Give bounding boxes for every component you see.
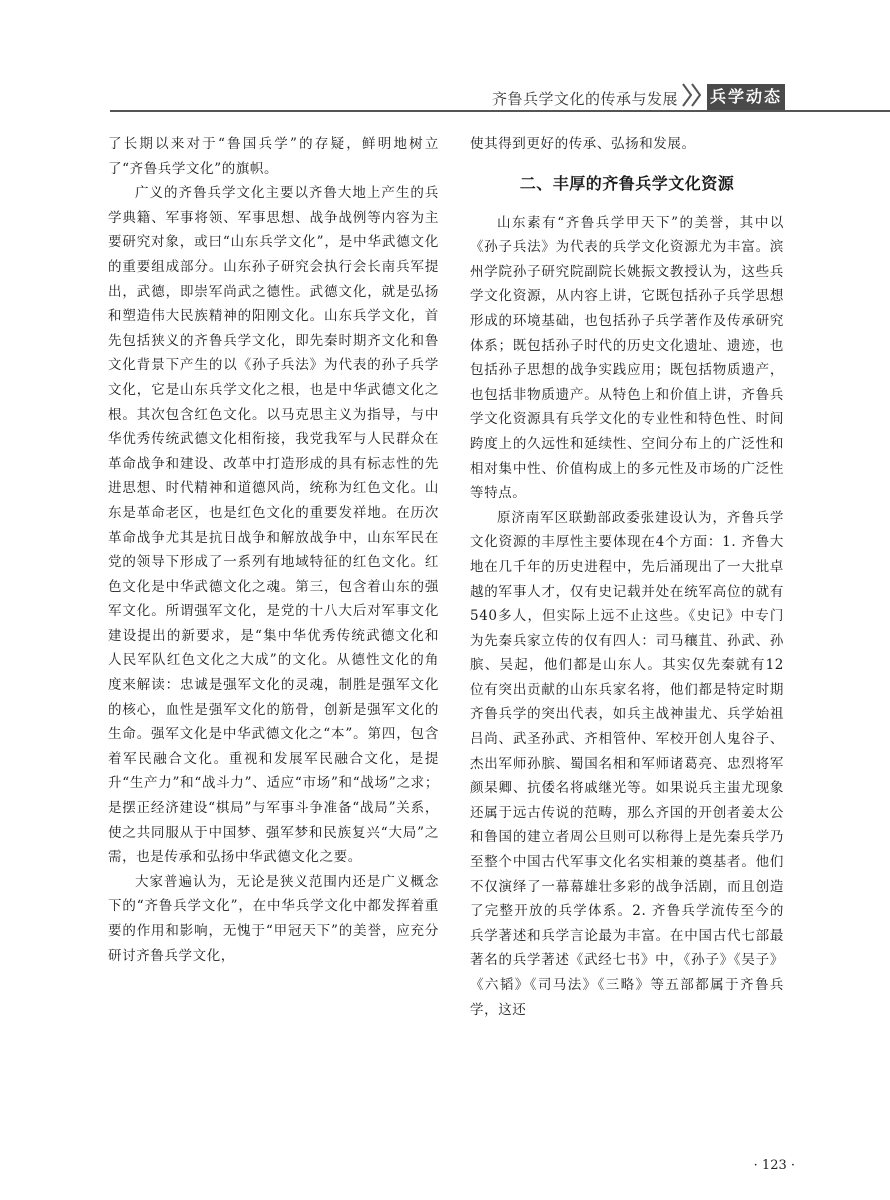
left-column — [108, 132, 439, 968]
paragraph: 使其得到更好的传承、弘扬和发展。 — [470, 136, 696, 152]
header-rule — [110, 110, 890, 112]
paragraph: 山东素有“齐鲁兵学甲天下”的美誉，其中以《孙子兵法》为代表的兵学文化资源尤为丰富。滨州学院孙子研究院副院长姚振文教授认为，这些兵学文化资源，从内容上讲，它既包括孙子兵学思想形成的环境基础，也包括孙子兵学著作及传承研究体系；既包括孙子时代的历史文化遗址、遗迹，也包括孙子思想的战争实践应用；既包括物质遗产，也包括非物质遗产。从特色上和价值上讲，齐鲁兵学文化资源具有兵学文化的专业性和特色性、时间跨度上的久远性和延续性、空间分布上的广泛性和相对集中性、价值构成上的多元性及市场的广泛性等特点。 — [470, 214, 784, 502]
paragraph: 广义的齐鲁兵学文化主要以齐鲁大地上产生的兵学典籍、军事将领、军事思想、战争战例等内容为主要研究对象，或曰“山东兵学文化”，是中华武德文化的重要组成部分。山东孙子研究会执行会长南兵军提出，武德，即崇军尚武之德性。武德文化，就是弘扬和塑造伟大民族精神的阳刚文化。山东兵学文化，首先包括狭义的齐鲁兵学文化，即先秦时期齐文化和鲁文化背景下产生的以《孙子兵法》为代表的孙子兵学文化，它是山东兵学文化之根，也是中华武德文化之根。其次包含红色文化。以马克思主义为指导，与中华优秀传统武德文化相衔接，我党我军与人民群众在革命战争和建设、改革中打造形成的具有标志性的先进思想、时代精神和道德风尚，统称为红色文化。山东是革命老区，也是红色文化的重要发祥地。在历次革命战争尤其是抗日战争和解放战争中，山东军民在党的领导下形成了一系列有地域特征的红色文化。红色文化是中华武德文化之魂。第三，包含着山东的强军文化。所谓强军文化，是党的十八大后对军事文化建设提出的新要求，是“集中华优秀传统武德文化和人民军队红色文化之大成”的文化。从德性文化的角度来解读：忠诚是强军文化的灵魂，制胜是强军文化的核心，血性是强军文化的筋骨，创新是强军文化的生命。强军文化是中华武德文化之“本”。第四，包含着军民融合文化。重视和发展军民融合文化，是提升“生产力”和“战斗力”、适应“市场”和“战场”之求；是摆正经济建设“棋局”与军事斗争准备“战局”关系，使之共同服从于中国梦、强军梦和民族复兴“大局”之需，也是传承和弘扬中华武德文化之要。 — [108, 185, 439, 866]
right-column — [470, 132, 784, 1022]
section-badge: 兵学动态 — [707, 84, 785, 110]
page-number: · 123 · — [753, 1158, 795, 1173]
paragraph: 大家普遍认为，无论是狭义范围内还是广义概念下的“齐鲁兵学文化”，在中华兵学文化中都发挥着重要的作用和影响，无愧于“甲冠天下”的美誉，应充分研讨齐鲁兵学文化， — [108, 873, 439, 964]
running-header — [0, 80, 890, 112]
paragraph: 了长期以来对于“鲁国兵学”的存疑，鲜明地树立了“齐鲁兵学文化”的旗帜。 — [108, 136, 439, 177]
running-title: 齐鲁兵学文化的传承与发展 — [491, 90, 678, 108]
double-chevron-icon — [680, 82, 708, 108]
paragraph: 原济南军区联勤部政委张建设认为，齐鲁兵学文化资源的丰厚性主要体现在4个方面：1. 齐鲁大地在几千年的历史进程中，先后涌现出了一大批卓越的军事人才，仅有史记载并处在统军高位的就有540多人，但实际上远不止这些。《史记》中专门为先秦兵家立传的仅有四人：司马穰苴、孙武、孙膑、吴起，他们都是山东人。其实仅先秦就有12位有突出贡献的山东兵家名将，他们都是特定时期齐鲁兵学的突出代表，如兵主战神蚩尤、兵学始祖吕尚、武圣孙武、齐相管仲、军校开创人鬼谷子、杰出军师孙膑、蜀国名相和军师诸葛亮、忠烈将军颜杲卿、抗倭名将戚继光等。如果说兵主蚩尤现象还属于远古传说的范畴，那么齐国的开创者姜太公和鲁国的建立者周公旦则可以称得上是先秦兵学乃至整个中国古代军事文化名实相兼的奠基者。他们不仅演绎了一幕幕雄壮多彩的战争活剧，而且创造了完整开放的兵学体系。2. 齐鲁兵学流传至今的兵学著述和兵学言论最为丰富。在中国古代七部最著名的兵学著述《武经七书》中，《孙子》《吴子》《六韬》《司马法》《三略》等五部都属于齐鲁兵学，这还 — [470, 509, 784, 1018]
section-heading: 二、丰厚的齐鲁兵学文化资源 — [519, 173, 735, 193]
